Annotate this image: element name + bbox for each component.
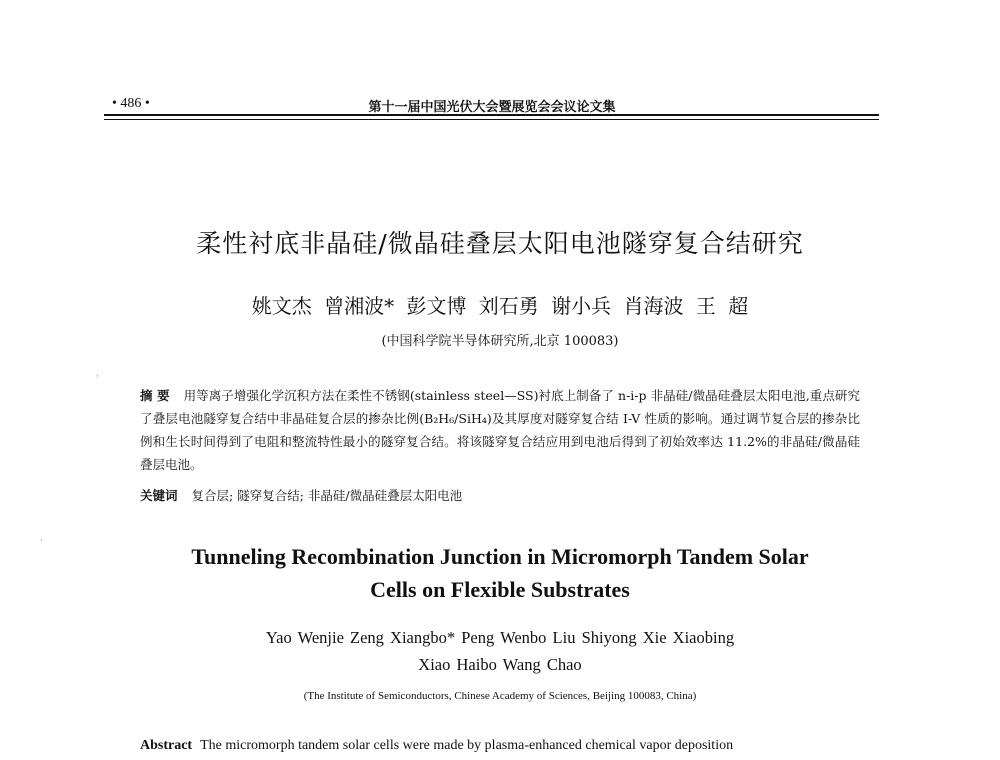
- english-affiliation: (The Institute of Semiconductors, Chinese Academy of Sciences, Beijing 100083, China): [303, 690, 697, 702]
- english-title-line-1: Tunneling Recombination Junction in Micromorph Tandem Solar: [191, 544, 809, 569]
- chinese-title: 柔性衬底非晶硅/微晶硅叠层太阳电池隧穿复合结研究: [196, 229, 804, 258]
- english-abstract-label: Abstract: [140, 738, 193, 753]
- english-abstract-text: The micromorph tandem solar cells were made by plasma-enhanced chemical vapor deposition: [200, 738, 734, 753]
- chinese-keywords-text: 复合层; 隧穿复合结; 非晶硅/微晶硅叠层太阳电池: [191, 488, 463, 503]
- english-authors-line-2: Xiao Haibo Wang Chao: [418, 655, 582, 674]
- chinese-keywords: [140, 486, 860, 504]
- english-title: [0, 540, 1000, 606]
- chinese-abstract-label: 摘 要: [140, 388, 170, 403]
- running-header: [112, 96, 872, 114]
- header-rule-thick: [104, 114, 879, 116]
- english-abstract: [140, 738, 880, 754]
- chinese-abstract-text: 用等离子增强化学沉积方法在柔性不锈钢(stainless steel—SS)衬底上制备了 n-i-p 非晶硅/微晶硅叠层太阳电池,重点研究了叠层电池隧穿复合结中非晶硅复合层的掺杂比例(B₂H₆/SiH₄)及其厚度对隧穿复合结 I-V 性质的影响。通过调节复合层的掺杂比例和生长时间得到了电阻和整流特性最小的隧穿复合结。将该隧穿复合结应用到电池后得到了初始效率达 11.2%的非晶硅/微晶硅叠层电池。: [140, 388, 860, 472]
- chinese-authors: 姚文杰 曾湘波* 彭文博 刘石勇 谢小兵 肖海波 王 超: [251, 294, 749, 318]
- header-rule-thin: [104, 119, 879, 120]
- chinese-abstract: [140, 384, 860, 476]
- english-title-line-2: Cells on Flexible Substrates: [370, 577, 630, 602]
- chinese-affiliation: (中国科学院半导体研究所,北京 100083): [381, 334, 619, 349]
- english-authors-line-1: Yao Wenjie Zeng Xiangbo* Peng Wenbo Liu Shiyong Xie Xiaobing: [265, 628, 735, 647]
- chinese-keywords-label: 关键词: [140, 488, 178, 503]
- page-number: • 486 •: [112, 96, 150, 111]
- journal-title: 第十一届中国光伏大会暨展览会会议论文集: [368, 100, 616, 115]
- scan-speck: ·: [96, 372, 99, 382]
- english-authors: [0, 624, 1000, 678]
- scan-speck: ·: [40, 536, 43, 546]
